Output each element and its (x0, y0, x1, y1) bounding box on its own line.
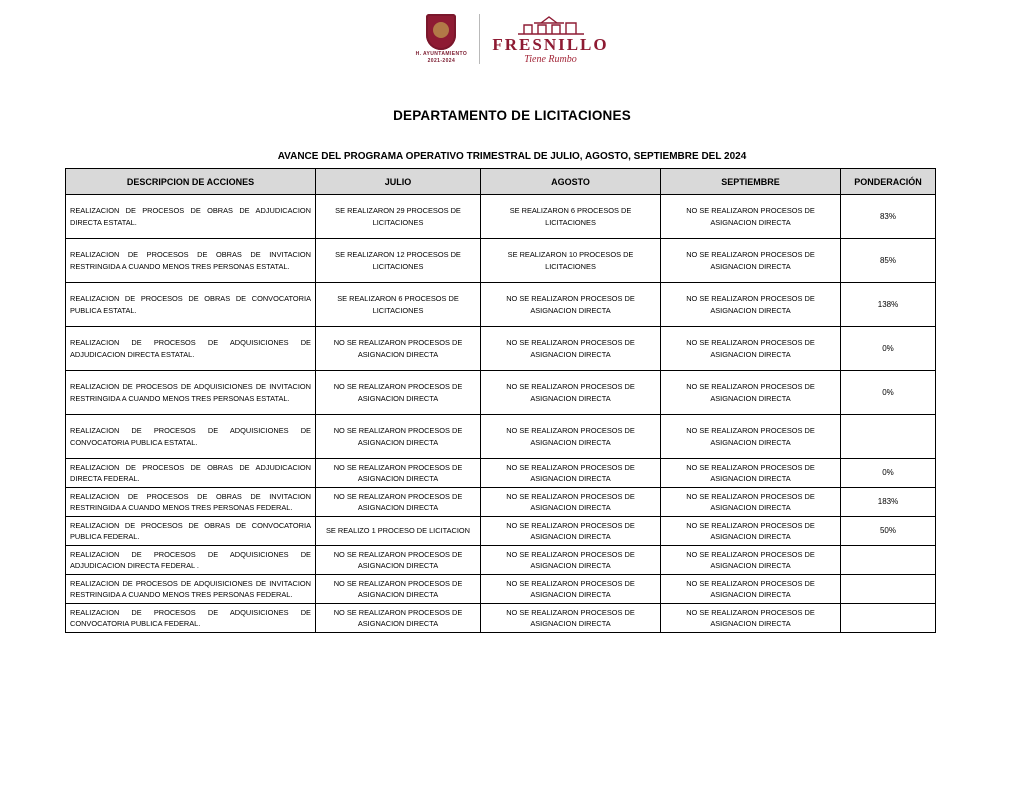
cell-julio: SE REALIZARON 12 PROCESOS DE LICITACIONES (316, 239, 481, 283)
cell-ponderacion (841, 546, 936, 575)
cell-ponderacion (841, 575, 936, 604)
cell-ponderacion: 0% (841, 371, 936, 415)
cell-julio: SE REALIZARON 6 PROCESOS DE LICITACIONES (316, 283, 481, 327)
column-header-septiembre: SEPTIEMBRE (661, 169, 841, 195)
cell-julio: NO SE REALIZARON PROCESOS DE ASIGNACION DIRECTA (316, 488, 481, 517)
cell-agosto: NO SE REALIZARON PROCESOS DE ASIGNACION DIRECTA (481, 327, 661, 371)
cell-descripcion: REALIZACION DE PROCESOS DE ADQUISICIONES DE CONVOCATORIA PUBLICA FEDERAL. (66, 604, 316, 633)
cell-descripcion: REALIZACION DE PROCESOS DE OBRAS DE INVITACION RESTRINGIDA A CUANDO MENOS TRES PERSONAS FEDERAL. (66, 488, 316, 517)
cell-septiembre: NO SE REALIZARON PROCESOS DE ASIGNACION DIRECTA (661, 575, 841, 604)
table-row (66, 239, 936, 283)
cell-julio: NO SE REALIZARON PROCESOS DE ASIGNACION DIRECTA (316, 604, 481, 633)
cell-descripcion: REALIZACION DE PROCESOS DE ADQUISICIONES DE INVITACION RESTRINGIDA A CUANDO MENOS TRES PERSONAS FEDERAL. (66, 575, 316, 604)
cell-agosto: NO SE REALIZARON PROCESOS DE ASIGNACION DIRECTA (481, 604, 661, 633)
column-header-descripcion: DESCRIPCION DE ACCIONES (66, 169, 316, 195)
cell-agosto: NO SE REALIZARON PROCESOS DE ASIGNACION DIRECTA (481, 283, 661, 327)
cell-ponderacion (841, 604, 936, 633)
cell-julio: NO SE REALIZARON PROCESOS DE ASIGNACION DIRECTA (316, 371, 481, 415)
cell-septiembre: NO SE REALIZARON PROCESOS DE ASIGNACION DIRECTA (661, 604, 841, 633)
table-row (66, 488, 936, 517)
table-row (66, 459, 936, 488)
report-table (65, 168, 936, 633)
logo-divider (479, 14, 480, 64)
cell-agosto: SE REALIZARON 10 PROCESOS DE LICITACIONES (481, 239, 661, 283)
page-subtitle: AVANCE DEL PROGRAMA OPERATIVO TRIMESTRAL DE JULIO, AGOSTO, SEPTIEMBRE DEL 2024 (277, 151, 747, 162)
header-row (66, 169, 936, 195)
cell-julio: NO SE REALIZARON PROCESOS DE ASIGNACION DIRECTA (316, 546, 481, 575)
cell-descripcion: REALIZACION DE PROCESOS DE ADQUISICIONES DE ADJUDICACION DIRECTA FEDERAL . (66, 546, 316, 575)
cell-julio: NO SE REALIZARON PROCESOS DE ASIGNACION DIRECTA (316, 575, 481, 604)
cell-agosto: NO SE REALIZARON PROCESOS DE ASIGNACION DIRECTA (481, 546, 661, 575)
cell-agosto: NO SE REALIZARON PROCESOS DE ASIGNACION DIRECTA (481, 517, 661, 546)
cell-septiembre: NO SE REALIZARON PROCESOS DE ASIGNACION DIRECTA (661, 488, 841, 517)
cell-julio: NO SE REALIZARON PROCESOS DE ASIGNACION DIRECTA (316, 459, 481, 488)
table-row (66, 575, 936, 604)
cell-septiembre: NO SE REALIZARON PROCESOS DE ASIGNACION DIRECTA (661, 546, 841, 575)
crest-text-line2: 2021-2024 (427, 58, 456, 65)
cell-septiembre: NO SE REALIZARON PROCESOS DE ASIGNACION DIRECTA (661, 195, 841, 239)
table-row (66, 327, 936, 371)
table-row (66, 415, 936, 459)
cell-descripcion: REALIZACION DE PROCESOS DE OBRAS DE INVITACION RESTRINGIDA A CUANDO MENOS TRES PERSONAS ESTATAL. (66, 239, 316, 283)
cell-ponderacion: 0% (841, 459, 936, 488)
cell-descripcion: REALIZACION DE PROCESOS DE OBRAS DE CONVOCATORIA PUBLICA FEDERAL. (66, 517, 316, 546)
cell-septiembre: NO SE REALIZARON PROCESOS DE ASIGNACION DIRECTA (661, 371, 841, 415)
cell-septiembre: NO SE REALIZARON PROCESOS DE ASIGNACION DIRECTA (661, 459, 841, 488)
cell-descripcion: REALIZACION DE PROCESOS DE ADQUISICIONES DE CONVOCATORIA PUBLICA ESTATAL. (66, 415, 316, 459)
building-icon (514, 14, 588, 36)
crest-shield-icon (426, 14, 456, 50)
cell-agosto: NO SE REALIZARON PROCESOS DE ASIGNACION DIRECTA (481, 459, 661, 488)
column-header-julio: JULIO (316, 169, 481, 195)
cell-agosto: SE REALIZARON 6 PROCESOS DE LICITACIONES (481, 195, 661, 239)
table-body (66, 195, 936, 633)
municipal-crest (415, 14, 467, 64)
table-row (66, 517, 936, 546)
table-row (66, 546, 936, 575)
cell-descripcion: REALIZACION DE PROCESOS DE ADQUISICIONES DE INVITACION RESTRINGIDA A CUANDO MENOS TRES PERSONAS ESTATAL. (66, 371, 316, 415)
table-row (66, 604, 936, 633)
cell-ponderacion: 183% (841, 488, 936, 517)
cell-agosto: NO SE REALIZARON PROCESOS DE ASIGNACION DIRECTA (481, 371, 661, 415)
table-row (66, 283, 936, 327)
column-header-ponderacion: PONDERACIÓN (841, 169, 936, 195)
cell-septiembre: NO SE REALIZARON PROCESOS DE ASIGNACION DIRECTA (661, 327, 841, 371)
cell-ponderacion: 85% (841, 239, 936, 283)
cell-ponderacion: 83% (841, 195, 936, 239)
cell-ponderacion: 0% (841, 327, 936, 371)
column-header-agosto: AGOSTO (481, 169, 661, 195)
logo-wordmark: FRESNILLO (492, 35, 609, 54)
table-header (66, 169, 936, 195)
logo-tagline: Tiene Rumbo (524, 53, 577, 65)
cell-ponderacion: 50% (841, 517, 936, 546)
cell-descripcion: REALIZACION DE PROCESOS DE OBRAS DE CONVOCATORIA PUBLICA ESTATAL. (66, 283, 316, 327)
report-table-wrap (65, 168, 935, 633)
crest-text-line1: H. AYUNTAMIENTO (415, 51, 468, 58)
logo (0, 14, 1024, 65)
cell-septiembre: NO SE REALIZARON PROCESOS DE ASIGNACION DIRECTA (661, 517, 841, 546)
cell-ponderacion (841, 415, 936, 459)
cell-descripcion: REALIZACION DE PROCESOS DE OBRAS DE ADJUDICACION DIRECTA FEDERAL. (66, 459, 316, 488)
cell-agosto: NO SE REALIZARON PROCESOS DE ASIGNACION DIRECTA (481, 488, 661, 517)
cell-septiembre: NO SE REALIZARON PROCESOS DE ASIGNACION DIRECTA (661, 283, 841, 327)
table-row (66, 195, 936, 239)
table-row (66, 371, 936, 415)
cell-agosto: NO SE REALIZARON PROCESOS DE ASIGNACION DIRECTA (481, 415, 661, 459)
cell-julio: NO SE REALIZARON PROCESOS DE ASIGNACION DIRECTA (316, 327, 481, 371)
cell-septiembre: NO SE REALIZARON PROCESOS DE ASIGNACION DIRECTA (661, 415, 841, 459)
cell-ponderacion: 138% (841, 283, 936, 327)
logo-wordmark-block (492, 14, 608, 65)
cell-septiembre: NO SE REALIZARON PROCESOS DE ASIGNACION DIRECTA (661, 239, 841, 283)
cell-descripcion: REALIZACION DE PROCESOS DE ADQUISICIONES DE ADJUDICACION DIRECTA ESTATAL. (66, 327, 316, 371)
cell-julio: NO SE REALIZARON PROCESOS DE ASIGNACION DIRECTA (316, 415, 481, 459)
page-title: DEPARTAMENTO DE LICITACIONES (393, 108, 631, 123)
cell-descripcion: REALIZACION DE PROCESOS DE OBRAS DE ADJUDICACION DIRECTA ESTATAL. (66, 195, 316, 239)
cell-agosto: NO SE REALIZARON PROCESOS DE ASIGNACION DIRECTA (481, 575, 661, 604)
cell-julio: SE REALIZO 1 PROCESO DE LICITACION (316, 517, 481, 546)
cell-julio: SE REALIZARON 29 PROCESOS DE LICITACIONES (316, 195, 481, 239)
